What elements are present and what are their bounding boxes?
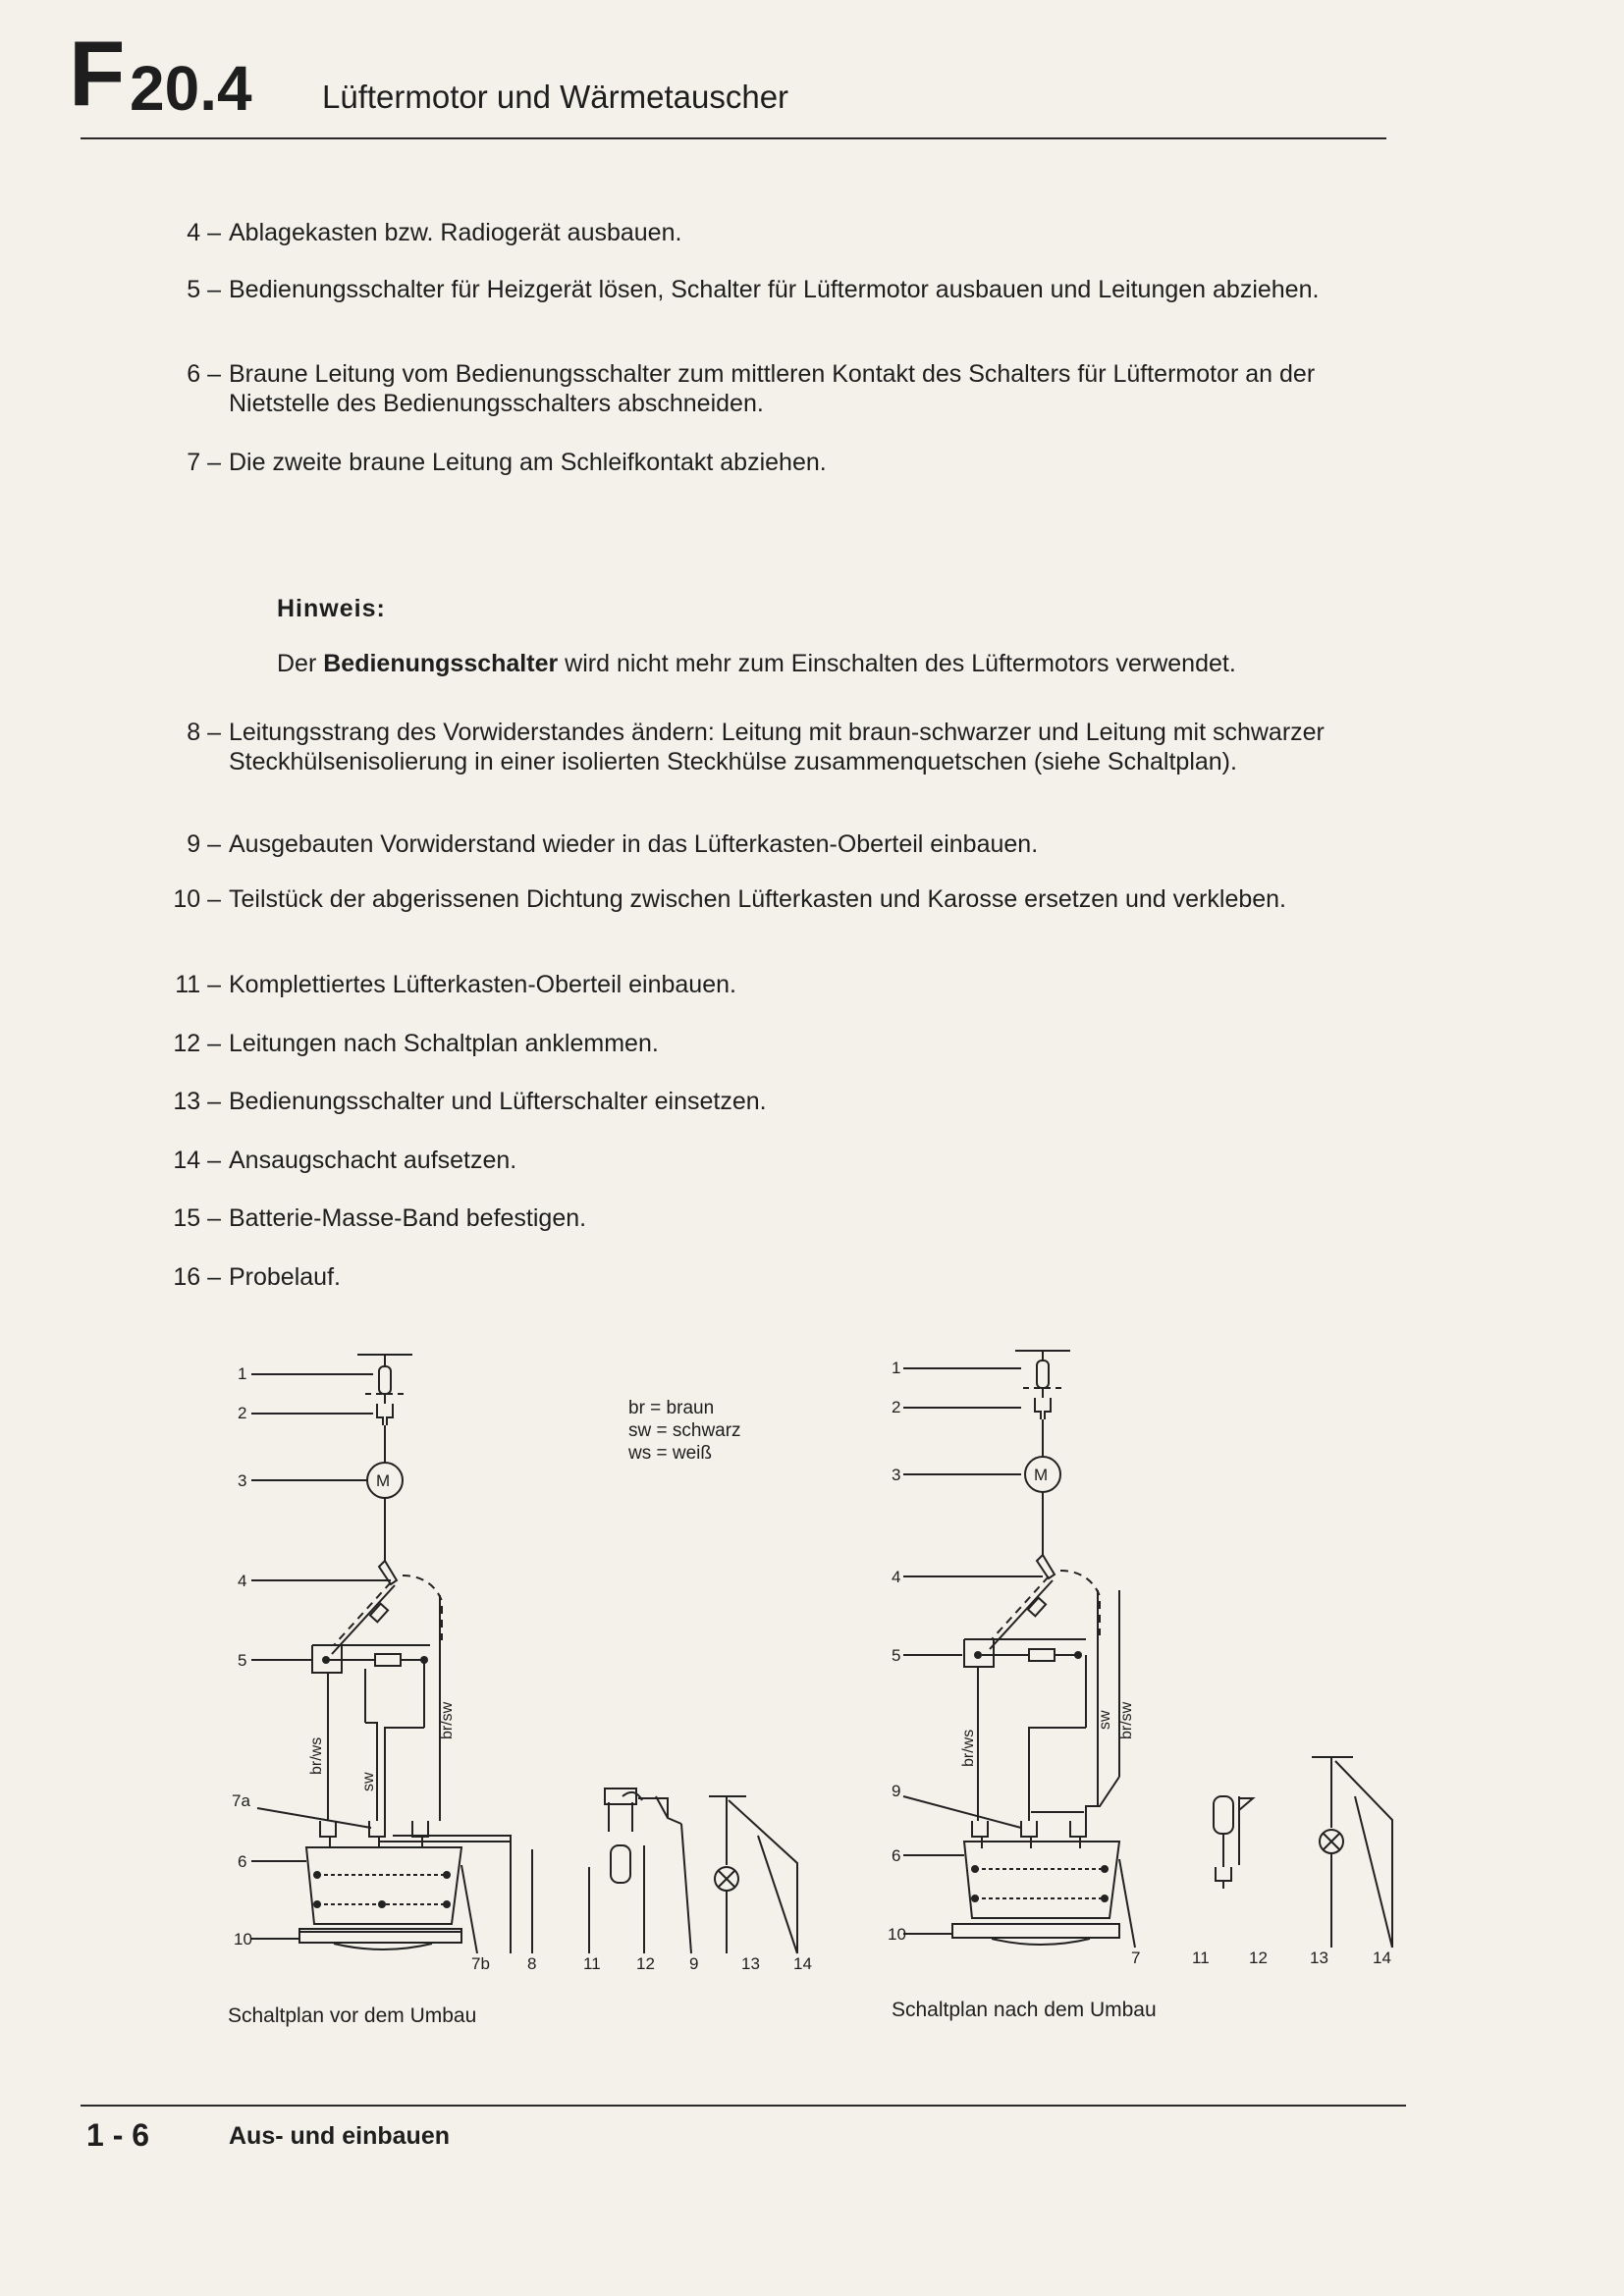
left-bottom-13: 13 (741, 1954, 760, 1973)
diagram-left-caption: Schaltplan vor dem Umbau (228, 2004, 477, 2027)
right-label-3: 3 (892, 1466, 901, 1484)
step-item (162, 359, 1380, 420)
step-item (162, 218, 1380, 249)
footer-rule (81, 2105, 1406, 2107)
left-label-5: 5 (238, 1651, 247, 1670)
step-text: Leitungsstrang des Vorwiderstandes ändern: Leitung mit braun-schwarzer und Leitung mit schwarzer Steckhülsenisolierung in einer isolierten Steckhülse zusammenquetschen (siehe Schaltplan). (229, 719, 1325, 775)
step-item (162, 884, 1380, 945)
diagram-left-lines (251, 1355, 797, 1953)
right-bottom-12: 12 (1249, 1949, 1268, 1967)
left-bottom-11: 11 (583, 1954, 601, 1973)
right-label-9: 9 (892, 1782, 901, 1800)
step-number: 13 – (173, 1088, 221, 1115)
footer-section: Aus- und einbauen (229, 2122, 450, 2150)
step-number: 11 – (175, 971, 221, 998)
right-label-5: 5 (892, 1646, 901, 1665)
page-title: Lüftermotor und Wärmetauscher (322, 79, 789, 115)
step-text: Batterie-Masse-Band befestigen. (229, 1204, 587, 1232)
left-wire-brsw: br/sw (439, 1701, 456, 1739)
step-item (162, 1029, 1380, 1060)
step-number: 10 – (173, 885, 221, 913)
step-text: Ausgebauten Vorwiderstand wieder in das Lüfterkasten-Oberteil einbauen. (229, 830, 1039, 858)
step-text: Ansaugschacht aufsetzen. (229, 1147, 517, 1174)
step-item (162, 1262, 1380, 1294)
step-number: 6 – (187, 360, 221, 388)
left-bottom-14: 14 (793, 1954, 812, 1973)
note-heading: Hinweis: (277, 595, 386, 622)
section-number: 20.4 (130, 53, 252, 124)
note-post: wird nicht mehr zum Einschalten des Lüftermotors verwendet. (565, 650, 1236, 677)
right-label-4: 4 (892, 1568, 901, 1586)
legend-sw: sw = schwarz (628, 1420, 741, 1441)
step-text: Braune Leitung vom Bedienungsschalter zum mittleren Kontakt des Schalters für Lüftermotor an der Nietstelle des Bedienungsschalters abschneiden. (229, 360, 1316, 417)
note-text (277, 650, 1236, 678)
step-number: 14 – (173, 1147, 221, 1174)
left-label-4: 4 (238, 1572, 247, 1590)
legend-ws: ws = weiß (628, 1443, 712, 1464)
step-text: Ablagekasten bzw. Radiogerät ausbauen. (229, 219, 682, 246)
step-text: Probelauf. (229, 1263, 341, 1291)
step-text: Leitungen nach Schaltplan anklemmen. (229, 1030, 659, 1057)
step-item (162, 1203, 1380, 1235)
step-number: 4 – (187, 219, 221, 246)
left-label-7a: 7a (232, 1791, 250, 1810)
step-number: 5 – (187, 276, 221, 303)
step-item (162, 448, 1380, 479)
step-text: Bedienungsschalter und Lüfterschalter einsetzen. (229, 1088, 767, 1115)
left-label-10: 10 (234, 1930, 252, 1949)
right-wire-sw: sw (1097, 1710, 1113, 1730)
left-label-6: 6 (238, 1852, 247, 1871)
right-label-6: 6 (892, 1846, 901, 1865)
left-label-1: 1 (238, 1364, 247, 1383)
step-text: Bedienungsschalter für Heizgerät lösen, Schalter für Lüftermotor ausbauen und Leitungen abziehen. (229, 276, 1320, 303)
right-wire-brws: br/ws (960, 1729, 977, 1767)
step-number: 15 – (173, 1204, 221, 1232)
step-item (162, 829, 1380, 861)
header-rule (81, 137, 1386, 139)
step-text: Komplettiertes Lüfterkasten-Oberteil einbauen. (229, 971, 736, 998)
right-label-2: 2 (892, 1398, 901, 1416)
step-item (162, 970, 1380, 1001)
left-label-3: 3 (238, 1471, 247, 1490)
left-wire-sw: sw (360, 1772, 377, 1791)
left-bottom-7b: 7b (471, 1954, 490, 1973)
step-item (162, 275, 1380, 336)
right-label-10: 10 (888, 1925, 906, 1944)
left-bottom-12: 12 (636, 1954, 655, 1973)
step-number: 7 – (187, 449, 221, 476)
wiring-diagrams (0, 1325, 1624, 2052)
left-wire-brws: br/ws (308, 1736, 325, 1775)
right-label-1: 1 (892, 1359, 901, 1377)
diagram-right-lines (903, 1351, 1392, 1948)
right-bottom-11: 11 (1192, 1949, 1210, 1967)
left-bottom-8: 8 (527, 1954, 537, 1973)
right-wire-brsw: br/sw (1118, 1701, 1135, 1739)
right-bottom-13: 13 (1310, 1949, 1328, 1967)
note-bold: Bedienungsschalter (323, 650, 559, 677)
left-motor-label: M (376, 1471, 391, 1490)
step-number: 16 – (173, 1263, 221, 1291)
right-motor-label: M (1034, 1466, 1049, 1484)
step-number: 8 – (187, 719, 221, 746)
note-pre: Der (277, 650, 317, 677)
page-number: 1 - 6 (86, 2117, 150, 2153)
step-text: Die zweite braune Leitung am Schleifkontakt abziehen. (229, 449, 827, 476)
right-bottom-14: 14 (1373, 1949, 1391, 1967)
diagram-right-caption: Schaltplan nach dem Umbau (892, 1999, 1157, 2021)
step-number: 12 – (173, 1030, 221, 1057)
step-text: Teilstück der abgerissenen Dichtung zwischen Lüfterkasten und Karosse ersetzen und verkleben. (229, 885, 1287, 913)
section-letter: F (69, 22, 124, 125)
step-item (162, 718, 1380, 808)
legend-br: br = braun (628, 1398, 715, 1418)
left-bottom-9: 9 (689, 1954, 699, 1973)
right-bottom-7: 7 (1131, 1949, 1141, 1967)
step-item (162, 1087, 1380, 1118)
step-number: 9 – (187, 830, 221, 858)
left-label-2: 2 (238, 1404, 247, 1422)
step-item (162, 1146, 1380, 1177)
